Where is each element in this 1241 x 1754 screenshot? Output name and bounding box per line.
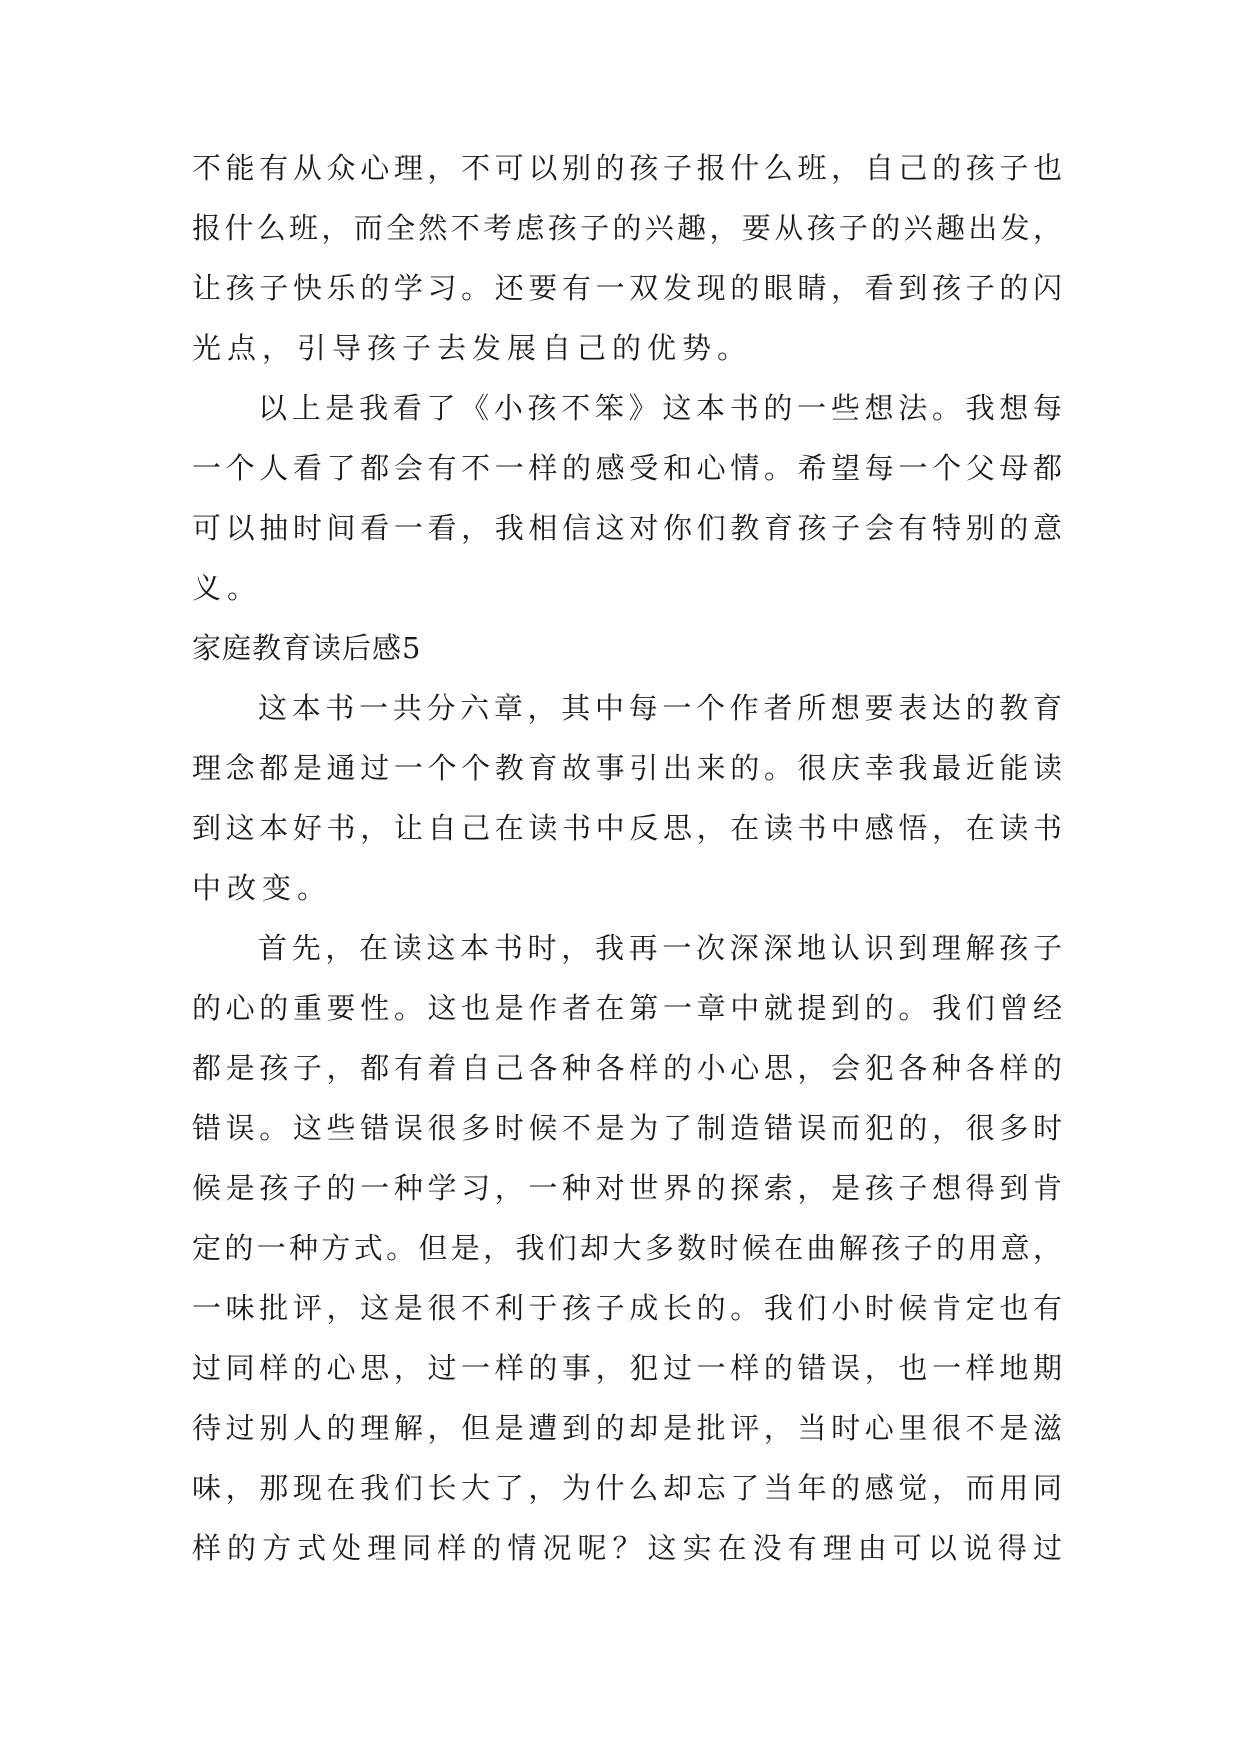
paragraph-2-line-2: 一个人看了都会有不一样的感受和心情。希望每一个父母都 bbox=[192, 451, 1062, 485]
paragraph-3-line-2: 理念都是通过一个个教育故事引出来的。很庆幸我最近能读 bbox=[192, 751, 1062, 785]
paragraph-4-line-9: 待过别人的理解，但是遭到的却是批评，当时心里很不是滋 bbox=[192, 1411, 1062, 1445]
paragraph-4-line-5: 候是孩子的一种学习，一种对世界的探索，是孩子想得到肯 bbox=[192, 1171, 1062, 1205]
paragraph-2-line-3: 可以抽时间看一看，我相信这对你们教育孩子会有特别的意 bbox=[192, 511, 1062, 545]
section-heading: 家庭教育读后感5 bbox=[192, 631, 422, 665]
paragraph-4-line-2: 的心的重要性。这也是作者在第一章中就提到的。我们曾经 bbox=[192, 991, 1062, 1025]
paragraph-4-line-6: 定的一种方式。但是，我们却大多数时候在曲解孩子的用意， bbox=[192, 1231, 1062, 1265]
paragraph-4-line-4: 错误。这些错误很多时候不是为了制造错误而犯的，很多时 bbox=[192, 1111, 1062, 1145]
paragraph-2-line-1: 以上是我看了《小孩不笨》这本书的一些想法。我想每 bbox=[258, 391, 1062, 425]
paragraph-4-line-7: 一味批评，这是很不利于孩子成长的。我们小时候肯定也有 bbox=[192, 1291, 1062, 1325]
paragraph-3-line-1: 这本书一共分六章，其中每一个作者所想要表达的教育 bbox=[258, 691, 1062, 725]
paragraph-1-line-1: 不能有从众心理，不可以别的孩子报什么班，自己的孩子也 bbox=[192, 151, 1062, 185]
paragraph-3-line-3: 到这本好书，让自己在读书中反思，在读书中感悟，在读书 bbox=[192, 811, 1062, 845]
paragraph-4-line-11: 样的方式处理同样的情况呢？这实在没有理由可以说得过 bbox=[192, 1531, 1062, 1565]
paragraph-1-line-4: 光点，引导孩子去发展自己的优势。 bbox=[192, 331, 753, 365]
paragraph-4-line-1: 首先，在读这本书时，我再一次深深地认识到理解孩子 bbox=[258, 931, 1062, 965]
paragraph-4-line-10: 味，那现在我们长大了，为什么却忘了当年的感觉，而用同 bbox=[192, 1471, 1062, 1505]
paragraph-4-line-8: 过同样的心思，过一样的事，犯过一样的错误，也一样地期 bbox=[192, 1351, 1062, 1385]
paragraph-3-line-4: 中改变。 bbox=[192, 871, 333, 905]
paragraph-2-line-4: 义。 bbox=[192, 571, 263, 605]
paragraph-1-line-2: 报什么班，而全然不考虑孩子的兴趣，要从孩子的兴趣出发， bbox=[192, 211, 1062, 245]
paragraph-1-line-3: 让孩子快乐的学习。还要有一双发现的眼睛，看到孩子的闪 bbox=[192, 271, 1062, 305]
paragraph-4-line-3: 都是孩子，都有着自己各种各样的小心思，会犯各种各样的 bbox=[192, 1051, 1062, 1085]
